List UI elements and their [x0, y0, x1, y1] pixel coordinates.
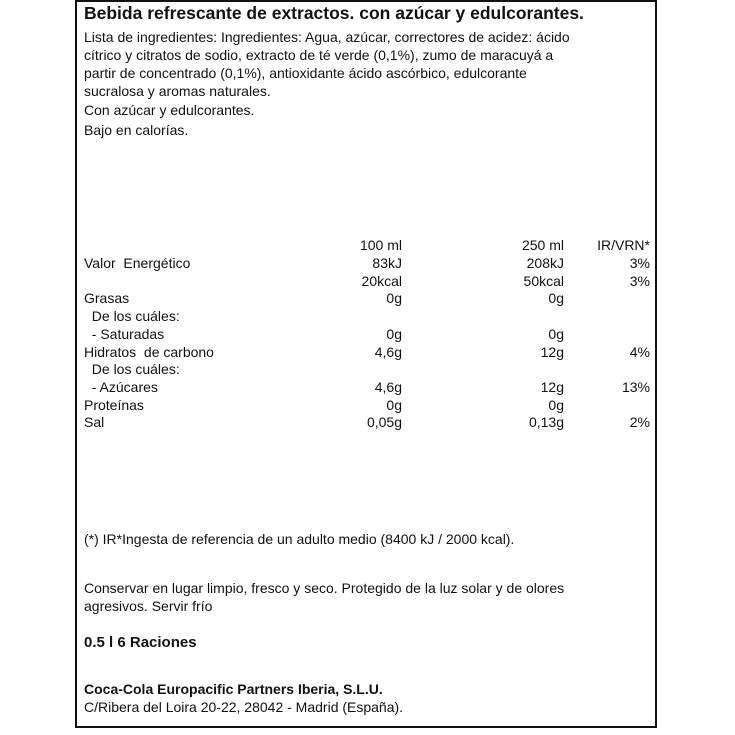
- value-per-100ml: 0g: [386, 396, 402, 413]
- nutrition-row: [84, 397, 650, 415]
- nutrient-label: Sal: [84, 414, 105, 431]
- value-ir-vrn: 2%: [629, 414, 650, 431]
- nutrient-label: Valor Energético: [84, 255, 191, 271]
- ingredients-line-3: partir de concentrado (0,1%), antioxidante ácido ascórbico, edulcorante: [84, 65, 527, 81]
- value-per-250ml: 50kcal: [523, 272, 564, 289]
- nutrition-row: [84, 379, 650, 397]
- company-address: C/Ribera del Loira 20-22, 28042 - Madrid (España).: [84, 699, 404, 715]
- product-title: Bebida refrescante de extractos. con azúcar y edulcorantes.: [84, 3, 584, 23]
- value-ir-vrn: 3%: [629, 255, 650, 271]
- header-ir-vrn: IR/VRN*: [597, 237, 650, 253]
- nutrient-label: Grasas: [84, 290, 130, 307]
- value-per-100ml: 0,05g: [366, 414, 402, 431]
- calories-note: Bajo en calorías.: [84, 122, 189, 138]
- nutrition-row: [84, 344, 650, 362]
- storage-line-1: Conservar en lugar limpio, fresco y seco. Protegido de la luz solar y de olores: [84, 580, 565, 596]
- header-per-250ml: 250 ml: [521, 237, 564, 253]
- value-per-100ml: 4,6g: [374, 343, 402, 360]
- value-ir-vrn: 13%: [621, 378, 650, 395]
- value-per-250ml: 0,13g: [528, 414, 564, 431]
- value-ir-vrn: 3%: [629, 272, 650, 289]
- value-per-100ml: 4,6g: [374, 378, 402, 395]
- nutrition-row: [84, 255, 650, 273]
- value-per-250ml: 12g: [540, 378, 564, 395]
- value-per-100ml: 0g: [386, 325, 402, 342]
- value-per-100ml: 0g: [386, 290, 402, 307]
- value-per-100ml: 20kcal: [361, 272, 402, 289]
- nutrition-row: [84, 326, 650, 344]
- sweeteners-note: Con azúcar y edulcorantes.: [84, 102, 255, 118]
- nutrition-row: [84, 290, 650, 308]
- nutrient-label: De los cuáles:: [84, 308, 180, 325]
- nutrient-label: - Azúcares: [84, 378, 158, 395]
- volume-servings: 0.5 l 6 Raciones: [84, 634, 197, 651]
- nutrition-row: [84, 308, 650, 326]
- nutrient-label: De los cuáles:: [84, 361, 180, 378]
- value-per-250ml: 0g: [548, 290, 564, 307]
- value-per-250ml: 208kJ: [526, 255, 564, 271]
- value-ir-vrn: 4%: [629, 343, 650, 360]
- company-name: Coca-Cola Europacific Partners Iberia, S.L.U.: [84, 681, 383, 697]
- ingredients-line-1: Lista de ingredientes: Ingredientes: Agua, azúcar, correctores de acidez: ácido: [84, 29, 570, 45]
- value-per-250ml: 12g: [540, 343, 564, 360]
- nutrient-label: Hidratos de carbono: [84, 343, 214, 360]
- storage-line-2: agresivos. Servir frío: [84, 598, 213, 614]
- value-per-250ml: 0g: [548, 396, 564, 413]
- nutrition-row: [84, 361, 650, 379]
- nutrient-label: Proteínas: [84, 396, 144, 413]
- value-per-100ml: 83kJ: [372, 255, 402, 271]
- nutrition-row: [84, 414, 650, 432]
- nutrient-label: - Saturadas: [84, 325, 165, 342]
- header-per-100ml: 100 ml: [359, 237, 402, 253]
- ir-footnote: (*) IR*Ingesta de referencia de un adulto medio (8400 kJ / 2000 kcal).: [84, 531, 515, 547]
- nutrition-header-row: [84, 237, 650, 255]
- ingredients-line-2: cítrico y citratos de sodio, extracto de té verde (0,1%), zumo de maracuyá a: [84, 47, 554, 63]
- nutrition-row: [84, 273, 650, 291]
- value-per-250ml: 0g: [548, 325, 564, 342]
- ingredients-line-4: sucralosa y aromas naturales.: [84, 83, 271, 99]
